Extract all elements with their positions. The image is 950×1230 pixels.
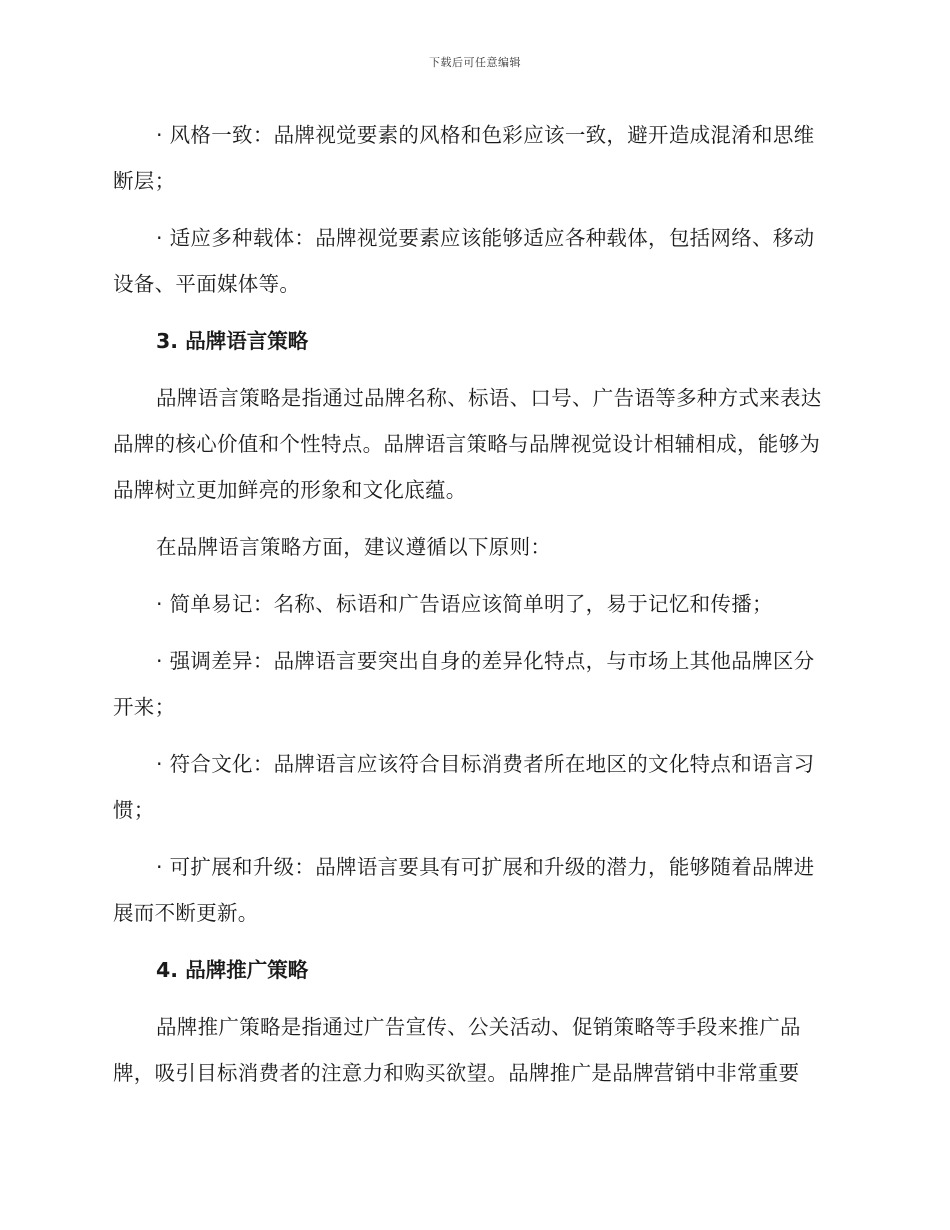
bullet-extensible: · 可扩展和升级：品牌语言要具有可扩展和升级的潜力，能够随着品牌进展而不断更新。 — [113, 855, 815, 925]
paragraph-principles-lead: 在品牌语言策略方面，建议遵循以下原则： — [156, 535, 552, 559]
section-heading-brand-promotion: 4. 品牌推广策略 — [156, 958, 309, 982]
paragraph-brand-language-intro: 品牌语言策略是指通过品牌名称、标语、口号、广告语等多种方式来表达品牌的核心价值和个性特点。品牌语言策略与品牌视觉设计相辅相成，能够为品牌树立更加鲜亮的形象和文化底蕴。 — [113, 386, 822, 502]
paragraph-brand-promotion-intro: 品牌推广策略是指通过广告宣传、公关活动、促销策略等手段来推广品牌，吸引目标消费者的注意力和购买欲望。品牌推广是品牌营销中非常重要 — [113, 1015, 801, 1085]
header-note: 下载后可任意编辑 — [429, 56, 521, 69]
bullet-style-consistency: · 风格一致：品牌视觉要素的风格和色彩应该一致，避开造成混淆和思维断层； — [113, 123, 815, 193]
bullet-multi-carrier: · 适应多种载体：品牌视觉要素应该能够适应各种载体，包括网络、移动设备、平面媒体等。 — [113, 226, 815, 296]
bullet-fit-culture: · 符合文化：品牌语言应该符合目标消费者所在地区的文化特点和语言习惯； — [113, 752, 815, 822]
bullet-simple-memorable: · 简单易记：名称、标语和广告语应该简单明了，易于记忆和传播； — [156, 592, 773, 616]
section-heading-brand-language: 3. 品牌语言策略 — [156, 329, 309, 353]
document-body — [113, 112, 833, 1107]
bullet-emphasize-difference: · 强调差异：品牌语言要突出自身的差异化特点，与市场上其他品牌区分开来； — [113, 649, 815, 719]
